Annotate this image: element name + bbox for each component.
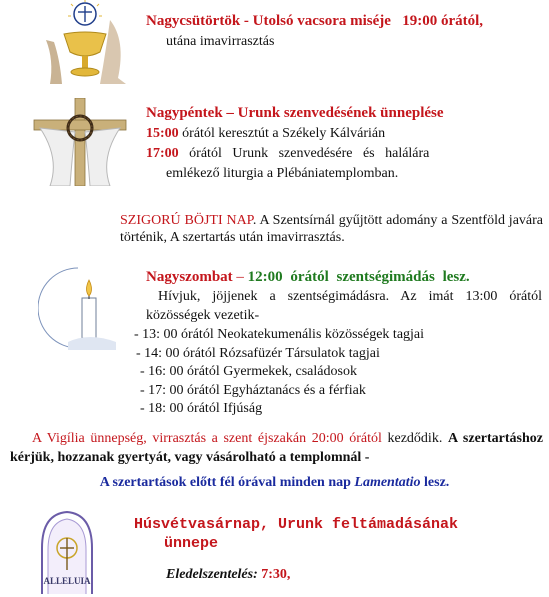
saturday-schedule-list [134, 326, 424, 419]
lamentatio-after: lesz. [420, 475, 450, 490]
friday-time-2: 17:00 [146, 146, 179, 161]
friday-event-3: emlékező liturgia a Plébániatemplomban. [166, 166, 399, 181]
list-item: - 18: 00 órától Ifjúság [140, 401, 263, 416]
friday-time-1: 15:00 [146, 126, 179, 141]
fast-day-lead: SZIGORÚ BÖJTI NAP [120, 213, 253, 228]
easter-title-line-1: Húsvétvasárnap, Urunk feltámadásának [134, 516, 459, 533]
fast-day-text: . A Szentsírnál gyűjtött adomány a Szentföld javára történik, A szertartás után imavirrasztás. [120, 213, 544, 245]
list-item: - 13: 00 órától Neokatekumenális közösségek tagjai [134, 327, 425, 342]
list-item: - 17: 00 órától Egyháztanács és a férfiak [140, 382, 366, 398]
alleluia-text: ALLELUIA [43, 576, 91, 586]
list-item: - 16: 00 órától Gyermekek, családosok [140, 364, 357, 379]
friday-event-2: órától Urunk szenvedésére és halálára [178, 146, 430, 161]
lamentatio-word: Lamentatio [354, 475, 421, 490]
friday-title: Nagypéntek – Urunk szenvedésének ünneplése [146, 105, 444, 121]
thursday-note: utána imavirrasztás [166, 34, 275, 49]
easter-title [134, 515, 458, 553]
vigil-start: kezdődik. [381, 431, 448, 446]
friday-event-1: órától keresztút a Székely Kálvárián [178, 126, 386, 141]
saturday-dash: – [232, 269, 248, 285]
blessing-time: 7:30, [257, 567, 291, 582]
list-item: - 14: 00 órától Rózsafüzér Társulatok tagjai [136, 345, 380, 361]
easter-blessing [166, 566, 290, 583]
blessing-label: Eledelszentelés: [166, 567, 258, 582]
chalice-host-icon [40, 0, 126, 84]
saturday-time: 12:00 órától szentségimádás lesz. [247, 269, 470, 285]
thursday-title: Nagycsütörtök - Utolsó vacsora miséje [146, 13, 391, 29]
alleluia-arch-icon [32, 508, 102, 596]
crown-of-thorns-cross-icon [30, 98, 130, 186]
fast-day-paragraph [120, 212, 543, 246]
lamentatio-before: A szertartások előtt fél órával minden nap [99, 475, 355, 490]
lamentatio-note [0, 474, 549, 491]
vigil-paragraph [10, 429, 543, 467]
vigil-candle-note: A szertartáshoz kérjük, hozzanak gyertyát, vagy vásárolható a templomnál - [10, 431, 543, 465]
easter-title-line-2: ünnepe [164, 535, 219, 552]
moon-candle-icon [38, 262, 126, 354]
vigil-time-text: A Vigília ünnepség, virrasztás a szent éjszakán 20:00 órától [32, 431, 382, 446]
thursday-time: 19:00 órától, [402, 13, 484, 29]
saturday-title: Nagyszombat [146, 269, 233, 285]
saturday-intro: Hívjuk, jöjjenek a szentségimádásra. Az imát 13:00 órától közösségek vezetik- [146, 289, 542, 323]
